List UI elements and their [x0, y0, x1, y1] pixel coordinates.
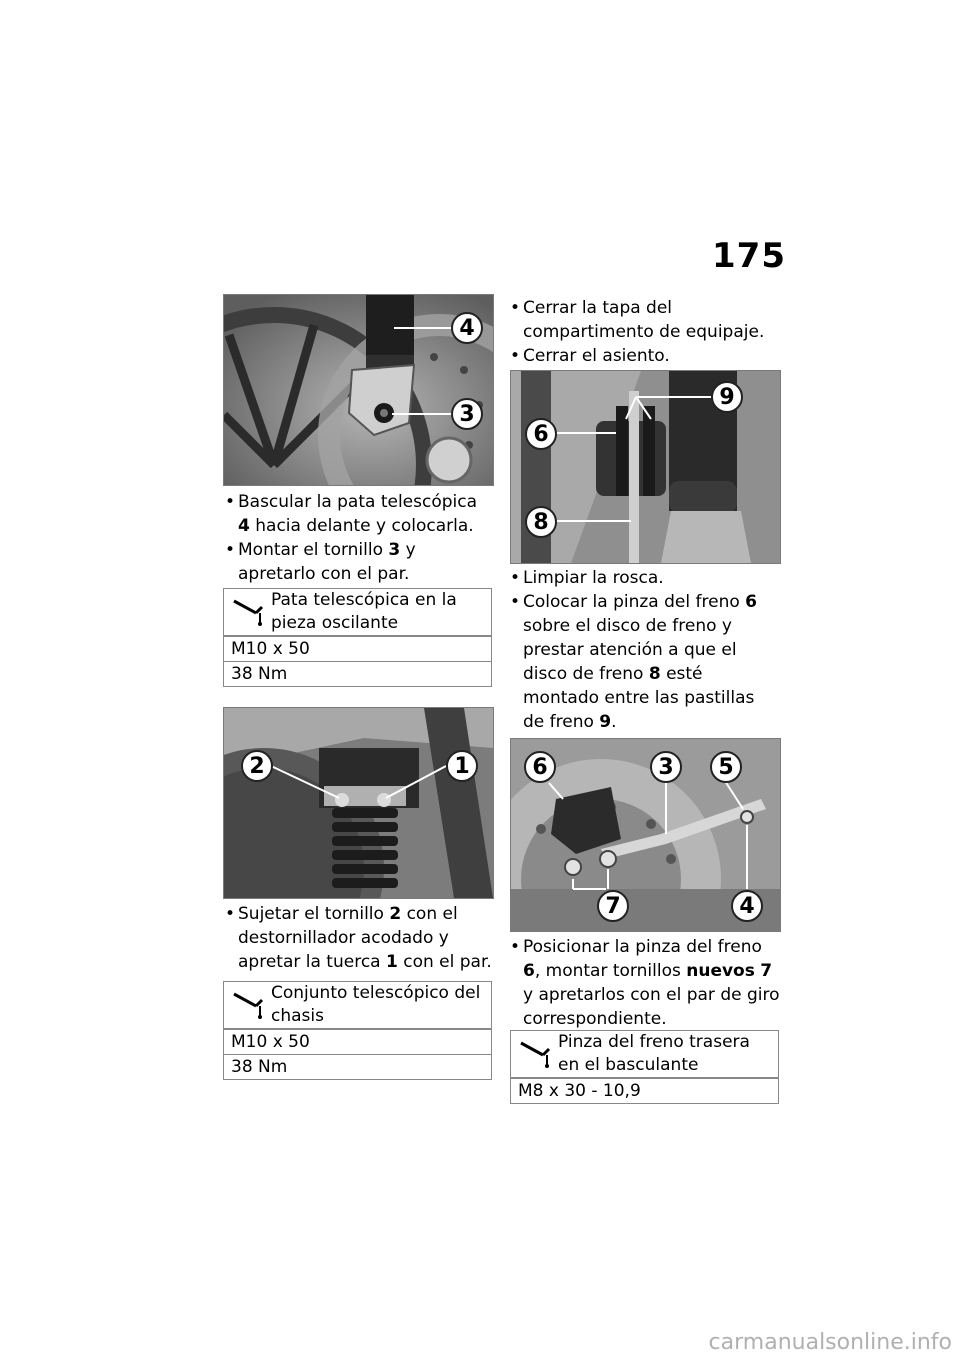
photo-telescopic-leg: [223, 294, 494, 486]
callout-7: 7: [597, 890, 629, 922]
step-cerrar-asiento: • Cerrar el asiento.: [510, 344, 780, 368]
torque-value: 38 Nm: [224, 1054, 491, 1079]
steps-shock: [225, 902, 493, 974]
step-colocar-pinza: • Colocar la pinza del freno 6 sobre el disco de freno y prestar atención a que el disco de freno 8 esté montado entre las pastillas de freno 9.: [510, 590, 780, 734]
steps-telescopic-leg: [225, 490, 493, 586]
step-montar-tornillo: • Montar el tornillo 3 y apretarlo con el par.: [225, 538, 493, 586]
torque-wrench-icon: [232, 597, 266, 627]
callout-4: 4: [731, 890, 763, 922]
watermark: carmanualsonline.info: [708, 1330, 952, 1355]
step-posicionar-pinza: • Posicionar la pinza del freno 6, montar tornillos nuevos 7 y apretarlos con el par de giro correspondiente.: [510, 935, 780, 1031]
torque-spec: M10 x 50: [224, 1029, 491, 1054]
photo-shock-absorber: [223, 707, 494, 899]
steps-caliper-1: [510, 566, 780, 734]
callout-8: 8: [525, 506, 557, 538]
step-limpiar-rosca: • Limpiar la rosca.: [510, 566, 780, 590]
step-sujetar-tornillo: • Sujetar el tornillo 2 con el destornillador acodado y apretar la tuerca 1 con el par.: [225, 902, 493, 974]
callout-4: 4: [451, 312, 483, 344]
torque-wrench-icon: [232, 990, 266, 1020]
torque-value: 38 Nm: [224, 661, 491, 686]
torque-table-3: [510, 1030, 779, 1104]
callout-5: 5: [710, 751, 742, 783]
callout-3: 3: [451, 398, 483, 430]
photo-brake-caliper-1: [510, 370, 781, 564]
step-cerrar-tapa: • Cerrar la tapa del compartimento de equipaje.: [510, 296, 780, 344]
torque-table-2: [223, 981, 492, 1080]
callout-1: 1: [446, 750, 478, 782]
torque-title: Conjunto telescópico del chasis: [224, 982, 491, 1029]
photo-brake-caliper-2: [510, 738, 781, 932]
callout-3: 3: [650, 751, 682, 783]
torque-title: Pata telescópica en la pieza oscilante: [224, 589, 491, 636]
torque-title: Pinza del freno trasera en el basculante: [511, 1031, 778, 1078]
page-number: 175: [712, 236, 786, 276]
callout-9: 9: [711, 381, 743, 413]
step-bascular: • Bascular la pata telescópica 4 hacia delante y colocarla.: [225, 490, 493, 538]
torque-spec: M10 x 50: [224, 636, 491, 661]
callout-2: 2: [241, 750, 273, 782]
torque-spec: M8 x 30 - 10,9: [511, 1078, 778, 1103]
callout-6: 6: [525, 418, 557, 450]
torque-wrench-icon: [519, 1039, 553, 1069]
steps-close: [510, 296, 780, 368]
callout-6: 6: [524, 751, 556, 783]
steps-caliper-2: [510, 935, 780, 1031]
torque-table-1: [223, 588, 492, 687]
